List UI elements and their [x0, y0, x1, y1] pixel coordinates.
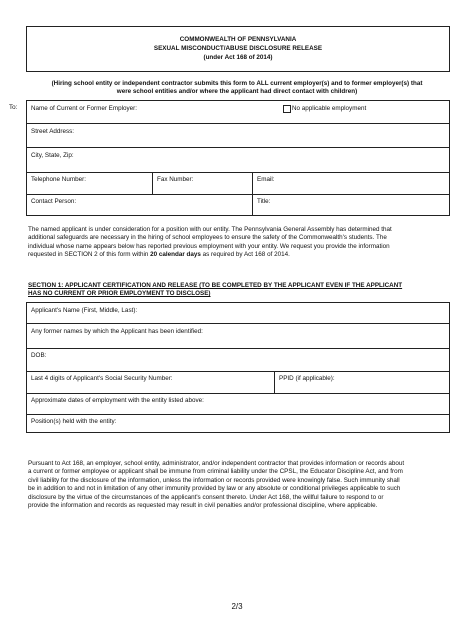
intro-line-4: [28, 251, 452, 259]
intro-line-1: The named applicant is under consideration for a position with our entity. The Pennsylvania General Assembly has determined that: [28, 226, 392, 233]
dob-field[interactable]: DOB:: [31, 352, 47, 359]
release-line-4: be in addition to and not in limitation of any other immunity provided by law or any absolute or conditional privileges applicable to such: [28, 485, 401, 493]
former-names-field[interactable]: Any former names by which the Applicant has been identified:: [31, 328, 203, 335]
intro-deadline: 20 calendar days: [150, 251, 201, 259]
street-address-field[interactable]: Street Address:: [31, 128, 75, 135]
email-field[interactable]: Email:: [257, 176, 275, 183]
section1-heading-line-2: HAS NO CURRENT OR PRIOR EMPLOYMENT TO DISCLOSE): [28, 290, 211, 297]
telephone-field[interactable]: Telephone Number:: [31, 176, 86, 183]
applicant-name-field[interactable]: Applicant's Name (First, Middle, Last):: [31, 307, 138, 314]
intro-line-2: additional safeguards are necessary in the hiring of school employees to ensure the safety of the Commonwealth's students. The: [28, 234, 387, 242]
release-paragraph: [28, 460, 456, 510]
fax-field[interactable]: Fax Number:: [157, 176, 194, 183]
no-employment-checkbox[interactable]: [283, 105, 291, 113]
release-line-5: disclosure by the virtue of the circumstances of the applicant's consent thereto. Under Act 168, the willful failure to respond to or: [28, 493, 384, 501]
employment-dates-field[interactable]: Approximate dates of employment with the entity listed above:: [31, 397, 204, 404]
intro-paragraph: [28, 226, 452, 260]
release-line-6: provide the information and records as requested may result in civil penalties and/or professional discipline, where applicable.: [28, 502, 378, 510]
release-line-1: Pursuant to Act 168, an employer, school entity, administrator, and/or independent contractor that provides information or records about: [28, 460, 405, 467]
instructions-line-2: were school entities and/or where the applicant had direct contact with children): [116, 88, 358, 95]
page-number: 2/3: [231, 602, 243, 611]
positions-held-field[interactable]: Position(s) held with the entity:: [31, 418, 117, 425]
instructions-line-1: (Hiring school entity or independent contractor submits this form to ALL current employer(s) and to former employer(s) that: [51, 80, 423, 87]
employer-name-field[interactable]: Name of Current or Former Employer:: [31, 105, 138, 112]
header-act-reference: (under Act 168 of 2014): [203, 54, 273, 61]
to-label: To:: [9, 104, 18, 111]
ssn-last4-field[interactable]: Last 4 digits of Applicant's Social Security Number:: [31, 375, 173, 382]
header-title: COMMONWEALTH OF PENNSYLVANIA: [179, 36, 297, 43]
city-state-zip-field[interactable]: City, State, Zip:: [31, 152, 74, 159]
intro-line-4-post: as required by Act 168 of 2014.: [200, 251, 290, 259]
contact-person-field[interactable]: Contact Person:: [31, 198, 77, 205]
form-header-box: [26, 26, 450, 72]
header-subtitle: SEXUAL MISCONDUCT/ABUSE DISCLOSURE RELEASE: [153, 45, 323, 52]
employer-info-table: [26, 100, 450, 216]
section1-heading-line-1: SECTION 1: APPLICANT CERTIFICATION AND RELEASE (TO BE COMPLETED BY THE APPLICANT EVEN IF THE APPLICANT: [28, 282, 403, 289]
no-employment-label: No applicable employment: [292, 105, 367, 112]
intro-line-3: individual whose name appears below has reported previous employment with your entity. We request you provide the information: [28, 242, 390, 250]
release-line-3: civil liability for the disclosure of the information, unless the information or records provided were knowingly false. Such immunity shall: [28, 476, 400, 484]
release-line-2: a current or former employee or applicant shall be immune from criminal liability under the CPSL, the Educator Discipline Act, and from: [28, 468, 403, 476]
ppid-field[interactable]: PPID (if applicable):: [279, 375, 335, 382]
applicant-info-table: [26, 302, 450, 433]
intro-line-4-pre: requested in SECTION 2 of this form within: [28, 251, 151, 259]
title-field[interactable]: Title:: [257, 198, 271, 205]
